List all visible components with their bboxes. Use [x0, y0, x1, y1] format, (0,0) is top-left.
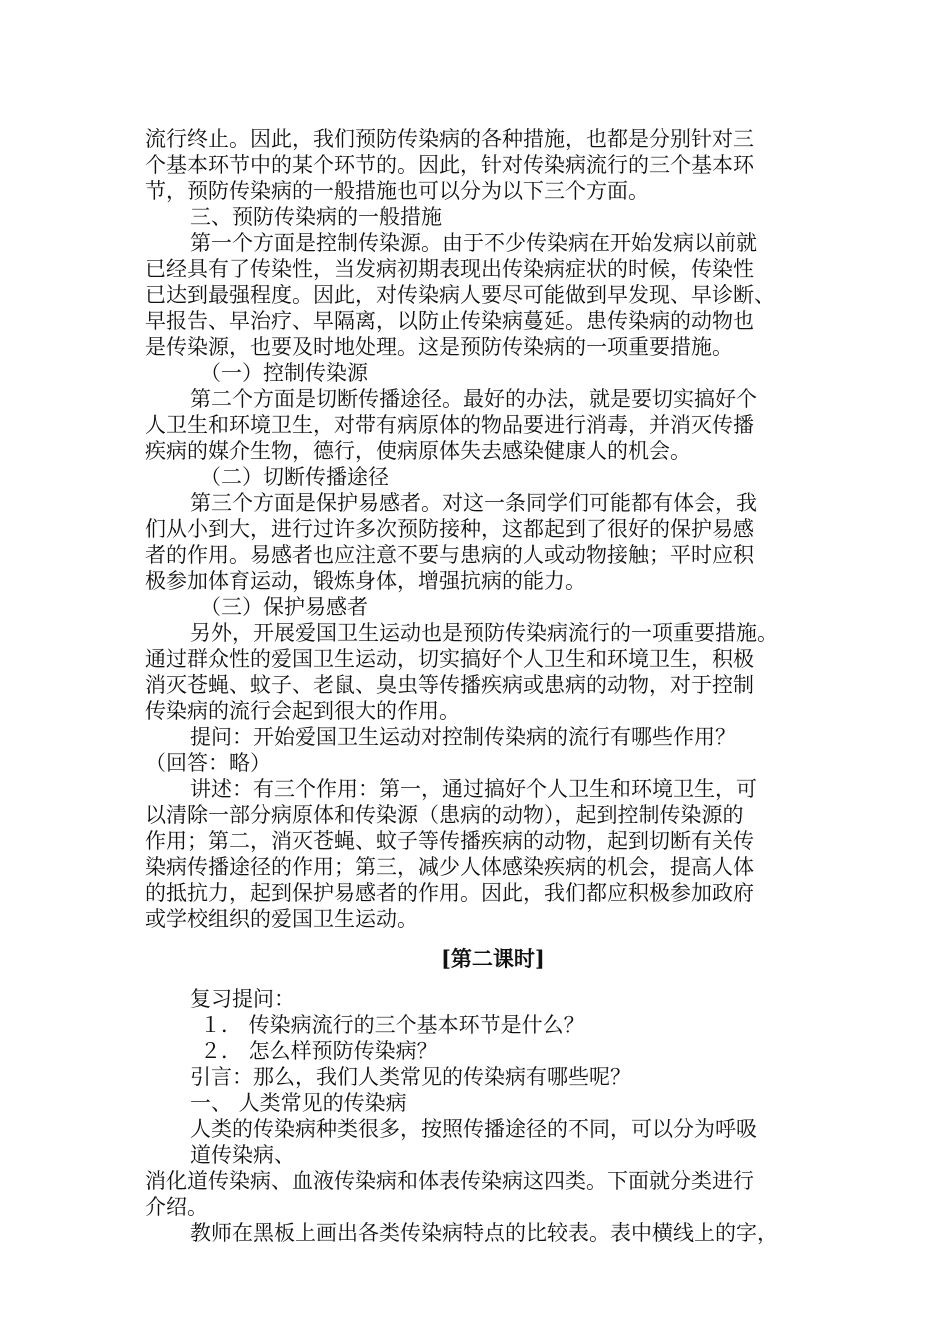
paragraph-line: 介绍。: [145, 1195, 208, 1219]
paragraph-line: 已经具有了传染性，当发病初期表现出传染病症状的时候，传染性: [145, 257, 754, 281]
paragraph-line: 通过群众性的爱国卫生运动，切实搞好个人卫生和环境卫生，积极: [145, 647, 754, 671]
answer-line: （回答：略）: [145, 751, 271, 775]
paragraph-line: 复习提问：: [190, 987, 295, 1011]
paragraph-line: 传染病的流行会起到很大的作用。: [145, 699, 460, 723]
paragraph-line: 流行终止。因此，我们预防传染病的各种措施，也都是分别针对三: [145, 127, 754, 151]
subsection-title: （三）保护易感者: [200, 595, 368, 619]
paragraph-line: 以清除一部分病原体和传染源（患病的动物），起到控制传染源的: [145, 803, 744, 827]
paragraph-line: 讲述：有三个作用：第一，通过搞好个人卫生和环境卫生，可: [190, 777, 757, 801]
paragraph-line: 第三个方面是保护易感者。对这一条同学们可能都有体会，我: [190, 491, 757, 515]
paragraph-line: 极参加体育运动，锻炼身体，增强抗病的能力。: [145, 569, 586, 593]
paragraph-line: 节，预防传染病的一般措施也可以分为以下三个方面。: [145, 179, 649, 203]
paragraph-line: 道传染病、: [190, 1143, 295, 1167]
paragraph-line: 或学校组织的爱国卫生运动。: [145, 907, 418, 931]
list-item: ２． 怎么样预防传染病？: [200, 1039, 438, 1063]
subsection-title: （二）切断传播途径: [200, 465, 389, 489]
paragraph-line: 另外，开展爱国卫生运动也是预防传染病流行的一项重要措施。: [190, 621, 778, 645]
paragraph-line: 已达到最强程度。因此，对传染病人要尽可能做到早发现、早诊断、: [145, 283, 775, 307]
paragraph-line: 第二个方面是切断传播途径。最好的办法，就是要切实搞好个: [190, 387, 757, 411]
lesson-heading: [第二课时]: [441, 946, 545, 971]
section-title: 一、 人类常见的传染病: [190, 1091, 407, 1115]
paragraph-line: 疾病的媒介生物，德行，使病原体失去感染健康人的机会。: [145, 439, 691, 463]
paragraph-line: 者的作用。易感者也应注意不要与患病的人或动物接触；平时应积: [145, 543, 754, 567]
paragraph-line: 人类的传染病种类很多，按照传播途径的不同，可以分为呼吸: [190, 1117, 757, 1141]
paragraph-line: 第一个方面是控制传染源。由于不少传染病在开始发病以前就: [190, 231, 757, 255]
paragraph-line: 个基本环节中的某个环节的。因此，针对传染病流行的三个基本环: [145, 153, 754, 177]
paragraph-line: 消化道传染病、血液传染病和体表传染病这四类。下面就分类进行: [145, 1169, 754, 1193]
paragraph-line: 消灭苍蝇、蚊子、老鼠、臭虫等传播疾病或患病的动物，对于控制: [145, 673, 754, 697]
paragraph-line: 引言：那么，我们人类常见的传染病有哪些呢？: [190, 1065, 631, 1089]
paragraph-line: 染病传播途径的作用；第三，减少人体感染疾病的机会，提高人体: [145, 855, 754, 879]
subsection-title: （一）控制传染源: [200, 361, 368, 385]
section-title: 三、预防传染病的一般措施: [190, 205, 442, 229]
paragraph-line: 们从小到大，进行过许多次预防接种，这都起到了很好的保护易感: [145, 517, 754, 541]
list-item: １． 传染病流行的三个基本环节是什么？: [200, 1013, 585, 1037]
paragraph-line: 作用；第二，消灭苍蝇、蚊子等传播疾病的动物，起到切断有关传: [145, 829, 754, 853]
paragraph-line: 教师在黑板上画出各类传染病特点的比较表。表中横线上的字，: [190, 1221, 778, 1245]
paragraph-line: 人卫生和环境卫生，对带有病原体的物品要进行消毒，并消灭传播: [145, 413, 754, 437]
paragraph-line: 是传染源，也要及时地处理。这是预防传染病的一项重要措施。: [145, 335, 733, 359]
paragraph-line: 早报告、早治疗、早隔离，以防止传染病蔓延。患传染病的动物也: [145, 309, 754, 333]
question-line: 提问：开始爱国卫生运动对控制传染病的流行有哪些作用？: [190, 725, 736, 749]
paragraph-line: 的抵抗力，起到保护易感者的作用。因此，我们都应积极参加政府: [145, 881, 754, 905]
